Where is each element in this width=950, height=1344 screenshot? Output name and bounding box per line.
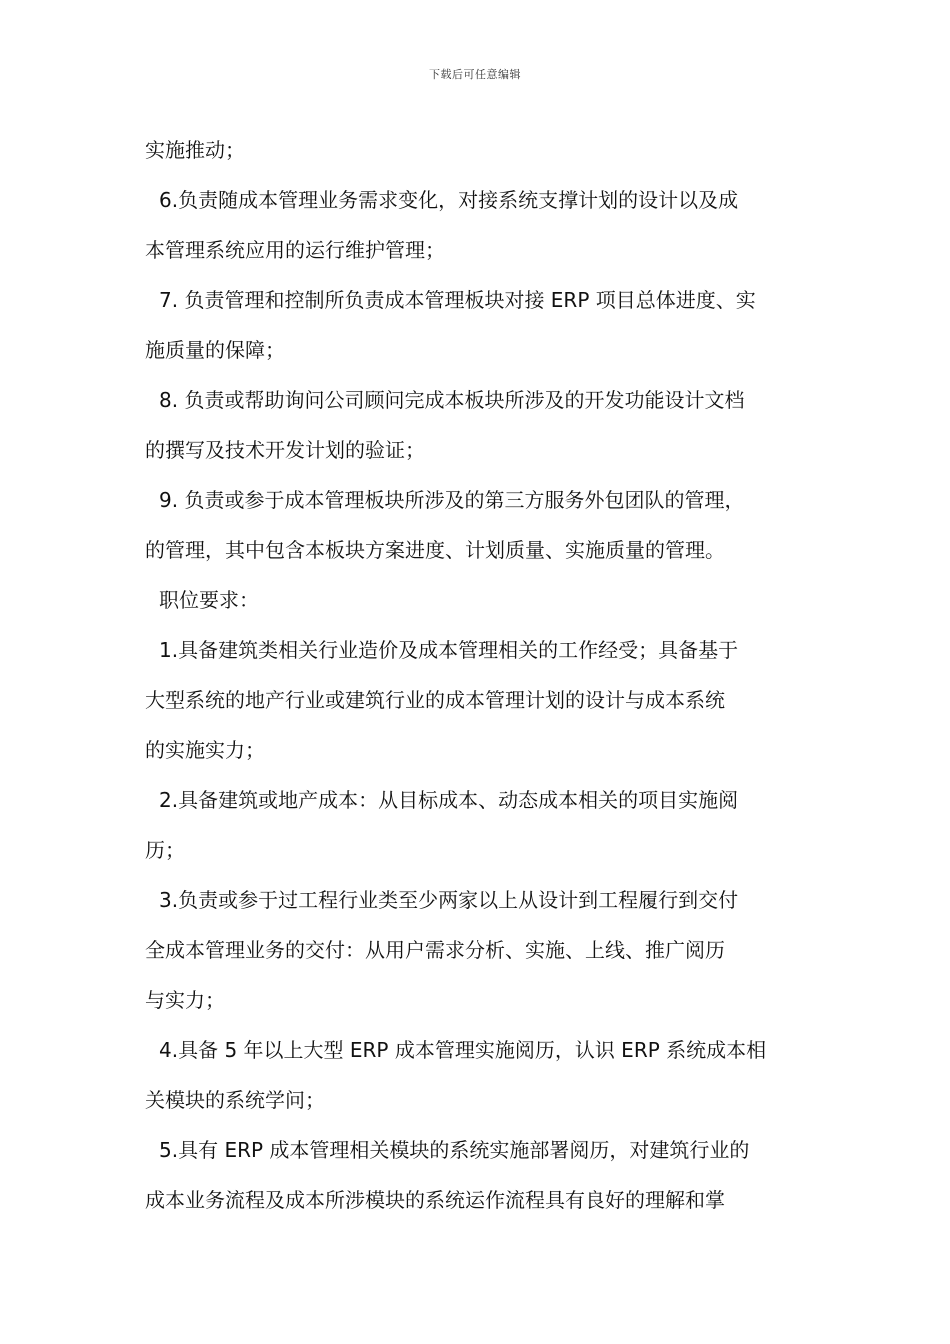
text-line: 成本业务流程及成本所涉模块的系统运作流程具有良好的理解和掌	[145, 1188, 725, 1212]
text-line: 4.具备 5 年以上大型 ERP 成本管理实施阅历，认识 ERP 系统成本相	[159, 1038, 767, 1062]
text-line: 7. 负责管理和控制所负责成本管理板块对接 ERP 项目总体进度、实	[159, 288, 756, 312]
section-heading: 职位要求：	[159, 588, 259, 612]
text-line: 大型系统的地产行业或建筑行业的成本管理计划的设计与成本系统	[145, 688, 725, 712]
text-line: 全成本管理业务的交付：从用户需求分析、实施、上线、推广阅历	[145, 938, 725, 962]
page-header-note: 下载后可任意编辑	[429, 68, 521, 81]
text-line: 3.负责或参于过工程行业类至少两家以上从设计到工程履行到交付	[159, 888, 739, 912]
text-line: 施质量的保障；	[145, 338, 285, 362]
text-line: 6.负责随成本管理业务需求变化，对接系统支撑计划的设计以及成	[159, 188, 739, 212]
text-line: 关模块的系统学问；	[145, 1088, 325, 1112]
text-line: 实施推动；	[145, 138, 245, 162]
text-line: 2.具备建筑或地产成本：从目标成本、动态成本相关的项目实施阅	[159, 788, 739, 812]
text-line: 5.具有 ERP 成本管理相关模块的系统实施部署阅历，对建筑行业的	[159, 1138, 750, 1162]
text-line: 的管理，其中包含本板块方案进度、计划质量、实施质量的管理。	[145, 538, 725, 562]
text-line: 的实施实力；	[145, 738, 265, 762]
text-line: 8. 负责或帮助询问公司顾问完成本板块所涉及的开发功能设计文档	[159, 388, 745, 412]
text-line: 1.具备建筑类相关行业造价及成本管理相关的工作经受；具备基于	[159, 638, 739, 662]
text-line: 的撰写及技术开发计划的验证；	[145, 438, 425, 462]
text-line: 本管理系统应用的运行维护管理；	[145, 238, 445, 262]
text-line: 9. 负责或参于成本管理板块所涉及的第三方服务外包团队的管理，	[159, 488, 745, 512]
text-line: 与实力；	[145, 988, 225, 1012]
text-line: 历；	[145, 838, 185, 862]
document-body	[145, 130, 810, 1230]
